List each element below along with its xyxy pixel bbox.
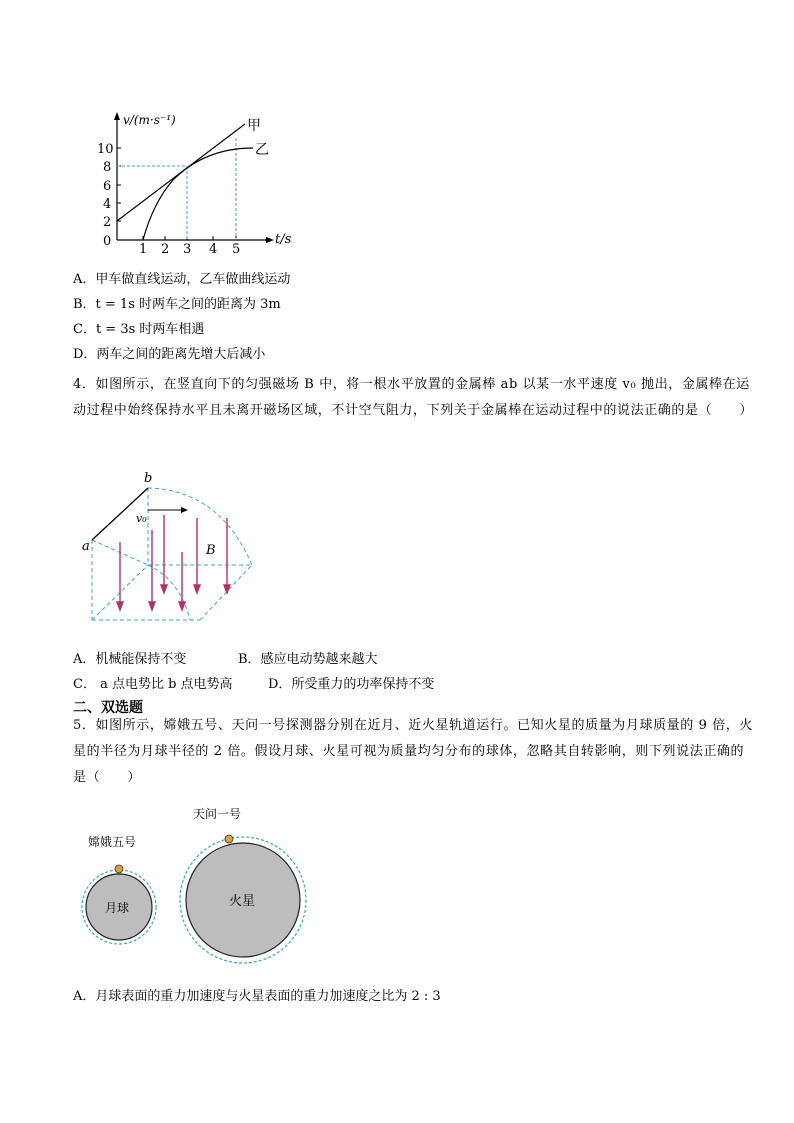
q5-stem: 5．如图所示，嫦娥五号、天问一号探测器分别在近月、近火星轨道运行。已知火星的质量为月球质量的 9 倍，火星的半径为月球半径的 2 倍。假设月球、火星可视为质量均匀分布的球体，忽略其自转影响，则下列说法正确的是（ ） (73, 718, 754, 785)
y-tick-4: 4 (103, 197, 112, 212)
x-tick-5: 5 (232, 242, 241, 253)
y-tick-8: 8 (103, 160, 112, 175)
y-tick-2: 2 (103, 215, 112, 230)
y-axis-arrow (114, 112, 120, 120)
q3-option-d: D．两车之间的距离先增大后减小 (73, 347, 266, 362)
moon-probe (115, 865, 123, 873)
q3-option-a: A．甲车做直线运动，乙车做曲线运动 (73, 272, 291, 287)
moon-label: 月球 (105, 901, 130, 915)
y-tick-10: 10 (97, 142, 114, 157)
x-axis-label: t/s (275, 232, 292, 247)
label-a: a (82, 539, 90, 554)
q4-stem: 4．如图所示，在竖直向下的匀强磁场 B 中，将一根水平放置的金属棒 ab 以某一水平速度 v₀ 抛出，金属棒在运动过程中始终保持水平且未离开磁场区域，不计空气阻力，下列关于金属棒在运动过程中的说法正确的是（ ） (73, 377, 754, 418)
x-tick-4: 4 (209, 242, 218, 253)
label-v0: v₀ (136, 512, 147, 525)
q4-option-b: B．感应电动势越来越大 (238, 652, 378, 667)
section-heading: 二、双选题 (73, 700, 143, 716)
y-tick-0: 0 (103, 234, 112, 249)
curve-label-jia: 甲 (247, 118, 261, 134)
x-tick-2: 2 (161, 242, 170, 253)
label-B: B (206, 543, 216, 558)
x-tick-3: 3 (183, 242, 192, 253)
velocity-time-graph (95, 108, 310, 253)
y-tick-6: 6 (103, 179, 112, 194)
q4-option-c: C． a 点电势比 b 点电势高 (73, 677, 233, 692)
q5-option-a: A．月球表面的重力加速度与火星表面的重力加速度之比为 2 : 3 (73, 989, 441, 1004)
q4-option-a: A．机械能保持不变 (73, 652, 187, 667)
x-tick-1: 1 (139, 242, 148, 253)
q3-option-c: C．t = 3s 时两车相遇 (73, 322, 205, 337)
x-axis-arrow (266, 237, 274, 243)
probe2-label: 天问一号 (193, 807, 242, 821)
q4-option-d: D．所受重力的功率保持不变 (268, 677, 435, 692)
mars-probe (225, 835, 233, 843)
label-b: b (144, 471, 153, 486)
curve-label-yi: 乙 (255, 142, 269, 158)
orbit-figure (78, 800, 308, 965)
y-axis-label: v/(m·s⁻¹) (123, 113, 176, 127)
mars-label: 火星 (229, 894, 256, 909)
magnetic-field-figure (80, 470, 260, 630)
q3-option-b: B．t = 1s 时两车之间的距离为 3m (73, 297, 281, 312)
probe1-label: 嫦娥五号 (88, 835, 137, 849)
